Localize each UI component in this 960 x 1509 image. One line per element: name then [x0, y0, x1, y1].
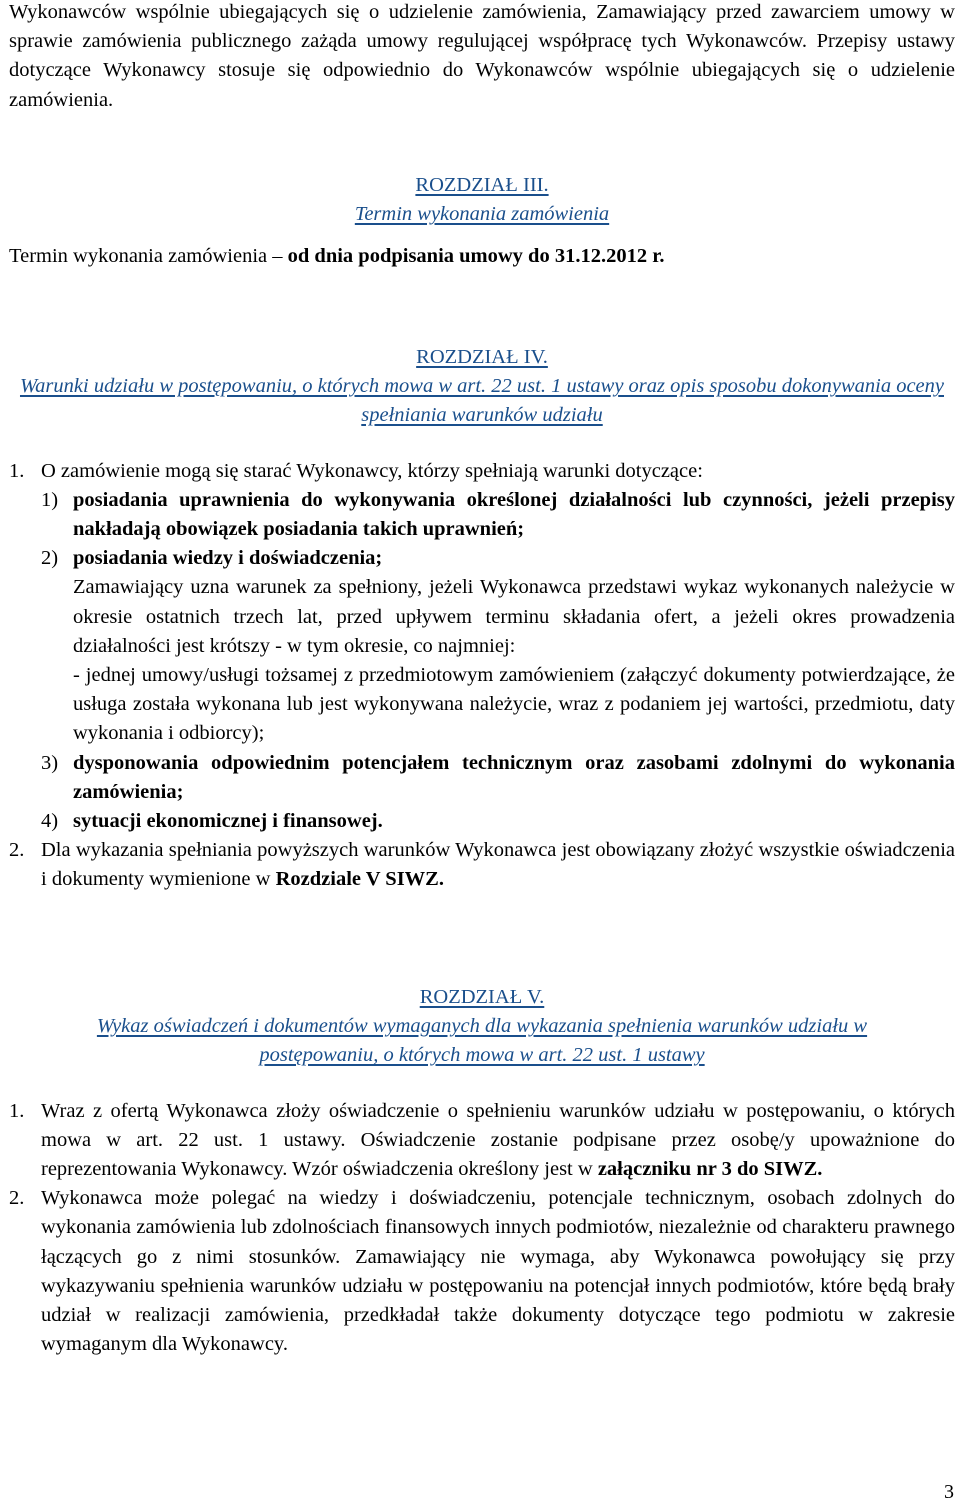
chapter-4-item-2-text: Dla wykazania spełniania powyższych warunków Wykonawca jest obowiązany złożyć wszystkie oświadczenia i dokumenty wymienione w [41, 839, 955, 891]
chapter-5-subheading: Wykaz oświadczeń i dokumentów wymaganych dla wykazania spełnienia warunków udziału w postępowaniu, o których mowa w art. 22 ust. 1 ustawy [96, 1015, 868, 1067]
chapter-4-item-1-number: 1. [9, 459, 25, 482]
intro-paragraph: Wykonawców wspólnie ubiegających się o udzielenie zamówienia, Zamawiający przed zawarciem umowy w sprawie zamówienia publicznego zażąda umowy regulującej współpracę tych Wykonawców. Przepisy ustawy dotyczące Wykonawcy stosuje się odpowiednio do Wykonawców wspólnie ubiegających się o udzielenie zamówienia. [9, 1, 955, 111]
chapter-3-heading: ROZDZIAŁ III. [415, 174, 549, 196]
chapter-5-section [9, 983, 955, 1359]
chapter-3-text-plain: Termin wykonania zamówienia – [9, 245, 288, 268]
chapter-5-item-1-bold: załączniku nr 3 do SIWZ. [597, 1158, 823, 1181]
chapter-5-item-2-text: Wykonawca może polegać na wiedzy i doświadczeniu, potencjale technicznym, osobach zdolnych do wykonania zamówienia lub zdolnościach finansowych innych podmiotów, niezależnie od charakteru prawnego łączących go z nimi stosunków. Zamawiający nie wymaga, aby Wykonawca powołujący się przy wykazywaniu spełnienia warunków udziału w postępowaniu na potencjał innych podmiotów, które będą brały udział w realizacji zamówienia, przedkładał także dokumenty dotyczące tego podmiotu w zakresie wymaganym dla Wykonawcy. [41, 1187, 955, 1356]
page-number: 3 [944, 1481, 954, 1503]
chapter-5-item-1 [9, 1097, 955, 1185]
chapter-3-text [9, 242, 955, 271]
chapter-5-item-1-number: 1. [9, 1099, 25, 1122]
condition-2-detail-item: - jednej umowy/usługi tożsamej z przedmiotowym zamówieniem (załączyć dokumenty potwierdzające, że usługa została wykonana lub jest wykonywana należycie, wraz z podaniem jej wartości, przedmiotu, daty wykonania i odbiorcy); [73, 664, 955, 745]
chapter-5-item-2 [9, 1184, 955, 1359]
condition-4 [41, 807, 955, 836]
condition-3-text: dysponowania odpowiednim potencjałem technicznym oraz zasobami zdolnymi do wykonania zamówienia; [73, 751, 955, 803]
condition-2-number: 2) [41, 547, 59, 570]
condition-4-number: 4) [41, 810, 59, 833]
condition-1 [41, 486, 955, 544]
chapter-4-item-2 [9, 836, 955, 894]
chapter-3-subheading: Termin wykonania zamówienia [354, 203, 610, 226]
chapter-3-text-bold: od dnia podpisania umowy do 31.12.2012 r. [287, 245, 665, 268]
condition-1-text: posiadania uprawnienia do wykonywania określonej działalności lub czynności, jeżeli przepisy nakładają obowiązek posiadania takich uprawnień; [73, 488, 955, 541]
chapter-4-item-2-number: 2. [9, 839, 25, 862]
condition-2 [41, 544, 955, 748]
chapter-5-item-1-text: Wraz z ofertą Wykonawca złoży oświadczenie o spełnieniu warunków udziału w postępowaniu, o których mowa w art. 22 ust. 1 ustawy. Oświadczenie zostanie podpisane przez osobę/y upoważnione do reprezentowania Wykonawcy. Wzór oświadczenia określony jest w [41, 1099, 955, 1181]
chapter-3-section [9, 171, 955, 272]
chapter-4-item-2-bold: Rozdziale V SIWZ. [275, 868, 444, 891]
chapter-5-heading: ROZDZIAŁ V. [419, 986, 545, 1008]
chapter-4-subheading: Warunki udziału w postępowaniu, o których mowa w art. 22 ust. 1 ustawy oraz opis sposobu dokonywania oceny spełniania warunków udziału [19, 375, 944, 427]
condition-2-detail: Zamawiający uzna warunek za spełniony, jeżeli Wykonawca przedstawi wykaz wykonanych należycie w okresie ostatnich trzech lat, przed upływem terminu składania ofert, a jeżeli okres prowadzenia działalności jest krótszy - w tym okresie, co najmniej: [73, 576, 955, 657]
chapter-4-section [9, 343, 955, 895]
chapter-4-item-1 [9, 457, 955, 837]
condition-4-text: sytuacji ekonomicznej i finansowej. [73, 810, 383, 833]
chapter-5-item-2-number: 2. [9, 1187, 25, 1210]
chapter-4-heading: ROZDZIAŁ IV. [416, 346, 548, 368]
intro-section [9, 0, 955, 115]
condition-1-number: 1) [41, 488, 59, 511]
condition-2-text: posiadania wiedzy i doświadczenia; [73, 547, 383, 570]
chapter-4-item-1-text: O zamówienie mogą się starać Wykonawcy, którzy spełniają warunki dotyczące: [41, 459, 703, 482]
condition-3-number: 3) [41, 751, 59, 774]
condition-3 [41, 749, 955, 807]
